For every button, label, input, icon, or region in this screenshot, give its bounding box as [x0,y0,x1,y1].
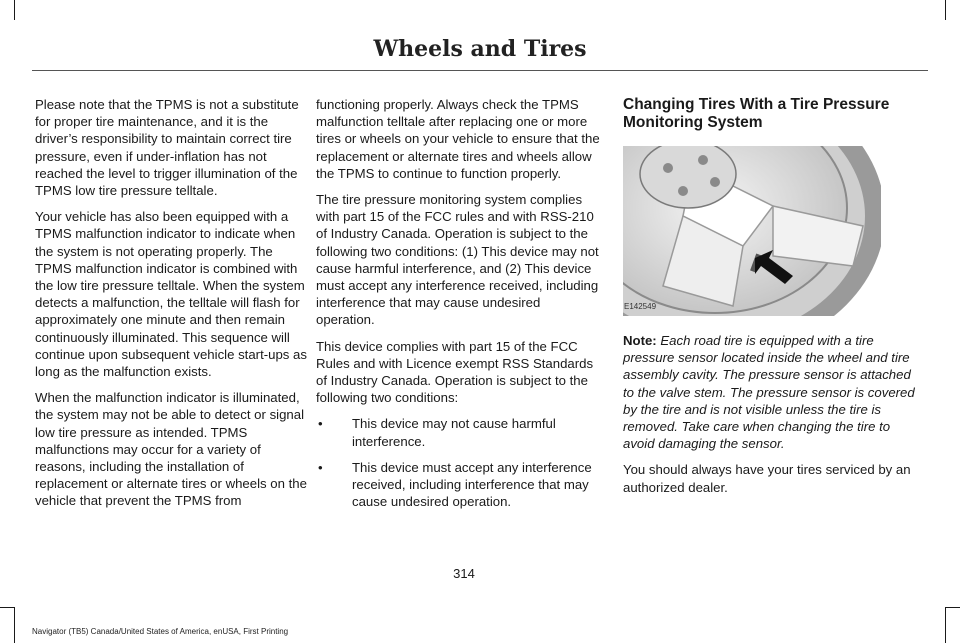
header-rule [32,70,928,71]
list-item: • This device may not cause harmful interference. [316,415,602,449]
paragraph: You should always have your tires serviced by an authorized dealer. [623,462,911,495]
note-text: Each road tire is equipped with a tire pressure sensor located inside the wheel and tire assembly cavity. The pressure sensor is attached to the valve stem. The pressure sensor is covered by the tire and is not visible unless the tire is removed. Take care when changing the tire to avoid damaging the sensor. [623,333,915,452]
figure-code: E142549 [624,301,657,311]
page-title: Wheels and Tires [373,36,587,62]
column-left [35,96,307,519]
section-heading: Changing Tires With a Tire Pressure Monitoring System [623,96,890,131]
crop-mark-bottom-right-h [945,607,960,608]
crop-mark-top-right [945,0,946,20]
note-label: Note: [623,333,657,348]
crop-mark-bottom-right-v [945,607,946,643]
crop-mark-bottom-left-h [0,607,15,608]
column-middle [316,96,602,519]
crop-mark-bottom-left-v [14,607,15,643]
conditions-list [316,415,602,510]
paragraph: functioning properly. Always check the TPMS malfunction telltale after replacing one or more tires or wheels on your vehicle to ensure that the replacement or alternate tires and wheels allow the TPMS to continue to function properly. [316,97,600,181]
paragraph: This device complies with part 15 of the FCC Rules and with Licence exempt RSS Standards of Industry Canada. Operation is subject to the following two conditions: [316,338,594,406]
footer-text: Navigator (TB5) Canada/United States of America, enUSA, First Printing [32,627,289,636]
column-right [623,96,915,505]
paragraph: Please note that the TPMS is not a substitute for proper tire maintenance, and it is the driver’s responsibility to maintain correct tire pressure, even if under-inflation has not reached the level to trigger illumination of the TPMS low tire pressure telltale. [35,97,299,199]
note-paragraph [623,332,915,452]
page-number: 314 [453,566,475,581]
paragraph: When the malfunction indicator is illuminated, the system may not be able to detect or signal low tire pressure as intended. TPMS malfunctions may occur for a variety of reasons, including the installation of replacement or alternate tires or wheels on the vehicle that prevent the TPMS from [35,390,307,509]
paragraph: Your vehicle has also been equipped with a TPMS malfunction indicator to indicate when the system is not operating properly. The TPMS malfunction indicator is combined with the low tire pressure telltale. When the system detects a malfunction, the telltale will flash for approximately one minute and then remain continuously illuminated. This sequence will continue upon subsequent vehicle start-ups as long as the malfunction exists. [35,209,307,380]
wheel-illustration [623,146,881,316]
hub-shape [640,146,736,208]
crop-mark-top-left [14,0,15,20]
list-item: • This device must accept any interference received, including interference that may cause undesired operation. [316,459,602,511]
paragraph: The tire pressure monitoring system complies with part 15 of the FCC rules and with RSS-210 of Industry Canada. Operation is subject to the following two conditions: (1) This device may not cause harmful interference, and (2) This device must accept any interference received, including interference that may cause undesired operation. [316,192,599,328]
tire-sensor-figure [623,146,881,316]
